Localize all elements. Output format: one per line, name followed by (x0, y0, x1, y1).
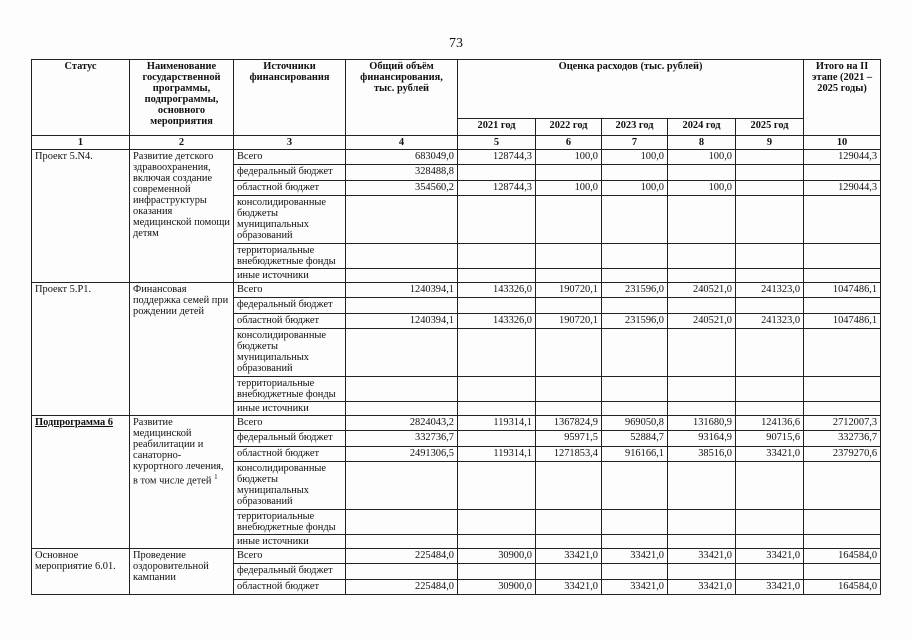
value-cell (346, 269, 458, 283)
value-cell: 95971,5 (536, 431, 602, 447)
value-cell (804, 462, 881, 510)
source-cell: областной бюджет (234, 314, 346, 329)
value-cell (804, 269, 881, 283)
source-cell: областной бюджет (234, 181, 346, 196)
value-cell: 93164,9 (668, 431, 736, 447)
value-cell: 231596,0 (602, 314, 668, 329)
value-cell (536, 535, 602, 549)
column-number: 3 (234, 136, 346, 150)
value-cell (458, 510, 536, 535)
name-text: Развитие медицинской реабилитации и санаторно-курортного лечения, в том числе детей (133, 417, 224, 487)
source-cell: территориальные внебюджетные фонды (234, 244, 346, 269)
source-cell: консолидированные бюджеты муниципальных образований (234, 196, 346, 244)
value-cell: 119314,1 (458, 447, 536, 462)
column-number: 6 (536, 136, 602, 150)
column-number: 1 (32, 136, 130, 150)
source-cell: консолидированные бюджеты муниципальных образований (234, 329, 346, 377)
value-cell (668, 244, 736, 269)
value-cell: 1047486,1 (804, 314, 881, 329)
value-cell (346, 462, 458, 510)
value-cell (602, 269, 668, 283)
value-cell (736, 564, 804, 580)
value-cell: 164584,0 (804, 549, 881, 564)
header-year: 2023 год (602, 119, 668, 136)
value-cell: 1240394,1 (346, 314, 458, 329)
value-cell (602, 244, 668, 269)
value-cell: 100,0 (536, 181, 602, 196)
value-cell (668, 535, 736, 549)
value-cell: 30900,0 (458, 549, 536, 564)
value-cell: 240521,0 (668, 314, 736, 329)
status-cell: Проект 5.Р1. (32, 283, 130, 416)
source-cell: областной бюджет (234, 447, 346, 462)
value-cell (668, 298, 736, 314)
value-cell: 129044,3 (804, 150, 881, 165)
value-cell: 1240394,1 (346, 283, 458, 298)
value-cell (736, 402, 804, 416)
value-cell: 131680,9 (668, 416, 736, 431)
value-cell (668, 402, 736, 416)
source-cell: областной бюджет (234, 580, 346, 595)
value-cell: 1367824,9 (536, 416, 602, 431)
source-cell: федеральный бюджет (234, 298, 346, 314)
name-cell (130, 416, 234, 549)
value-cell: 33421,0 (736, 549, 804, 564)
value-cell: 100,0 (668, 181, 736, 196)
header-itogo: Итого на II этапе (2021 – 2025 годы) (804, 60, 881, 136)
value-cell (536, 269, 602, 283)
value-cell: 38516,0 (668, 447, 736, 462)
value-cell: 119314,1 (458, 416, 536, 431)
source-cell: Всего (234, 283, 346, 298)
value-cell: 225484,0 (346, 549, 458, 564)
value-cell: 30900,0 (458, 580, 536, 595)
column-numbers-row (32, 136, 881, 150)
value-cell (736, 329, 804, 377)
value-cell: 143326,0 (458, 283, 536, 298)
header-name: Наименование государственной программы, подпрограммы, основного мероприятия (130, 60, 234, 136)
value-cell (736, 196, 804, 244)
value-cell (346, 402, 458, 416)
status-cell: Проект 5.N4. (32, 150, 130, 283)
value-cell (602, 165, 668, 181)
column-number: 9 (736, 136, 804, 150)
name-cell (130, 150, 234, 283)
value-cell: 241323,0 (736, 283, 804, 298)
source-cell: Всего (234, 549, 346, 564)
table-row (32, 150, 881, 165)
value-cell: 90715,6 (736, 431, 804, 447)
value-cell (458, 462, 536, 510)
value-cell (736, 535, 804, 549)
value-cell (804, 535, 881, 549)
value-cell (536, 510, 602, 535)
value-cell: 969050,8 (602, 416, 668, 431)
header-year: 2022 год (536, 119, 602, 136)
value-cell (602, 196, 668, 244)
column-number: 10 (804, 136, 881, 150)
source-cell: иные источники (234, 402, 346, 416)
header-year: 2025 год (736, 119, 804, 136)
value-cell: 128744,3 (458, 181, 536, 196)
value-cell (458, 402, 536, 416)
table-row (32, 549, 881, 564)
value-cell (736, 510, 804, 535)
name-text: Проведение оздоровительной кампании (133, 550, 209, 583)
value-cell (458, 535, 536, 549)
value-cell (458, 298, 536, 314)
value-cell (602, 377, 668, 402)
source-cell: иные источники (234, 269, 346, 283)
value-cell (458, 269, 536, 283)
value-cell (668, 564, 736, 580)
column-number: 7 (602, 136, 668, 150)
table-row (32, 416, 881, 431)
value-cell (346, 196, 458, 244)
value-cell: 332736,7 (804, 431, 881, 447)
value-cell (668, 329, 736, 377)
value-cell (458, 329, 536, 377)
value-cell: 33421,0 (736, 447, 804, 462)
value-cell (536, 462, 602, 510)
value-cell (458, 165, 536, 181)
value-cell (458, 564, 536, 580)
value-cell (602, 535, 668, 549)
value-cell (736, 377, 804, 402)
value-cell (458, 431, 536, 447)
value-cell (736, 462, 804, 510)
value-cell (346, 510, 458, 535)
column-number: 4 (346, 136, 458, 150)
status-cell: Подпрограмма 6 (32, 416, 130, 549)
value-cell: 128744,3 (458, 150, 536, 165)
value-cell: 100,0 (602, 150, 668, 165)
value-cell (536, 377, 602, 402)
value-cell: 354560,2 (346, 181, 458, 196)
value-cell: 164584,0 (804, 580, 881, 595)
source-cell: территориальные внебюджетные фонды (234, 377, 346, 402)
source-cell: иные источники (234, 535, 346, 549)
value-cell: 241323,0 (736, 314, 804, 329)
value-cell: 33421,0 (602, 580, 668, 595)
name-text: Финансовая поддержка семей при рождении детей (133, 284, 229, 317)
value-cell: 225484,0 (346, 580, 458, 595)
value-cell: 240521,0 (668, 283, 736, 298)
header-total-volume: Общий объём финансирования, тыс. рублей (346, 60, 458, 136)
value-cell (804, 165, 881, 181)
value-cell (736, 244, 804, 269)
value-cell (736, 165, 804, 181)
value-cell: 190720,1 (536, 314, 602, 329)
value-cell (536, 329, 602, 377)
value-cell (668, 269, 736, 283)
value-cell (602, 329, 668, 377)
value-cell: 2379270,6 (804, 447, 881, 462)
value-cell (668, 510, 736, 535)
source-cell: Всего (234, 416, 346, 431)
value-cell (668, 165, 736, 181)
table-row (32, 283, 881, 298)
source-cell: федеральный бюджет (234, 165, 346, 181)
value-cell: 129044,3 (804, 181, 881, 196)
value-cell (458, 377, 536, 402)
name-cell (130, 549, 234, 595)
value-cell: 33421,0 (668, 580, 736, 595)
value-cell (346, 377, 458, 402)
value-cell: 124136,6 (736, 416, 804, 431)
value-cell (536, 402, 602, 416)
value-cell (668, 377, 736, 402)
value-cell: 2491306,5 (346, 447, 458, 462)
name-text: Развитие детского здравоохранения, включая создание современной инфраструктуры оказания медицинской помощи детям (133, 151, 230, 239)
source-cell: федеральный бюджет (234, 431, 346, 447)
value-cell (668, 462, 736, 510)
source-cell: федеральный бюджет (234, 564, 346, 580)
value-cell (804, 402, 881, 416)
value-cell (804, 377, 881, 402)
column-number: 8 (668, 136, 736, 150)
value-cell (458, 196, 536, 244)
value-cell (346, 329, 458, 377)
header-year: 2024 год (668, 119, 736, 136)
value-cell: 33421,0 (602, 549, 668, 564)
status-cell: Основное мероприятие 6.01. (32, 549, 130, 595)
value-cell (804, 196, 881, 244)
page-number: 73 (449, 36, 463, 51)
value-cell (736, 298, 804, 314)
value-cell (602, 462, 668, 510)
table-body (32, 150, 881, 595)
value-cell (346, 564, 458, 580)
value-cell: 332736,7 (346, 431, 458, 447)
value-cell (536, 298, 602, 314)
value-cell (804, 244, 881, 269)
value-cell (536, 165, 602, 181)
header-estimate: Оценка расходов (тыс. рублей) (458, 60, 804, 119)
value-cell: 100,0 (602, 181, 668, 196)
value-cell (536, 244, 602, 269)
value-cell: 33421,0 (536, 580, 602, 595)
value-cell: 143326,0 (458, 314, 536, 329)
value-cell: 33421,0 (536, 549, 602, 564)
value-cell (602, 402, 668, 416)
header-year: 2021 год (458, 119, 536, 136)
value-cell: 2824043,2 (346, 416, 458, 431)
value-cell: 916166,1 (602, 447, 668, 462)
value-cell (804, 329, 881, 377)
value-cell (346, 535, 458, 549)
value-cell (536, 564, 602, 580)
value-cell (668, 196, 736, 244)
column-number: 2 (130, 136, 234, 150)
header-status: Статус (32, 60, 130, 136)
footnote-marker: 1 (214, 473, 218, 481)
value-cell (346, 244, 458, 269)
value-cell (602, 564, 668, 580)
value-cell (736, 269, 804, 283)
value-cell (602, 510, 668, 535)
value-cell: 190720,1 (536, 283, 602, 298)
value-cell (804, 298, 881, 314)
value-cell (804, 510, 881, 535)
value-cell: 328488,8 (346, 165, 458, 181)
value-cell: 1047486,1 (804, 283, 881, 298)
value-cell: 100,0 (536, 150, 602, 165)
source-cell: Всего (234, 150, 346, 165)
value-cell: 52884,7 (602, 431, 668, 447)
source-cell: консолидированные бюджеты муниципальных образований (234, 462, 346, 510)
value-cell: 231596,0 (602, 283, 668, 298)
header-sources: Источники финансирования (234, 60, 346, 136)
value-cell (536, 196, 602, 244)
budget-table (31, 59, 881, 595)
value-cell (602, 298, 668, 314)
value-cell (458, 244, 536, 269)
value-cell: 683049,0 (346, 150, 458, 165)
value-cell: 100,0 (668, 150, 736, 165)
value-cell (346, 298, 458, 314)
source-cell: территориальные внебюджетные фонды (234, 510, 346, 535)
value-cell (804, 564, 881, 580)
column-number: 5 (458, 136, 536, 150)
name-cell (130, 283, 234, 416)
value-cell: 33421,0 (668, 549, 736, 564)
value-cell: 1271853,4 (536, 447, 602, 462)
value-cell: 2712007,3 (804, 416, 881, 431)
value-cell: 33421,0 (736, 580, 804, 595)
value-cell (736, 150, 804, 165)
value-cell (736, 181, 804, 196)
